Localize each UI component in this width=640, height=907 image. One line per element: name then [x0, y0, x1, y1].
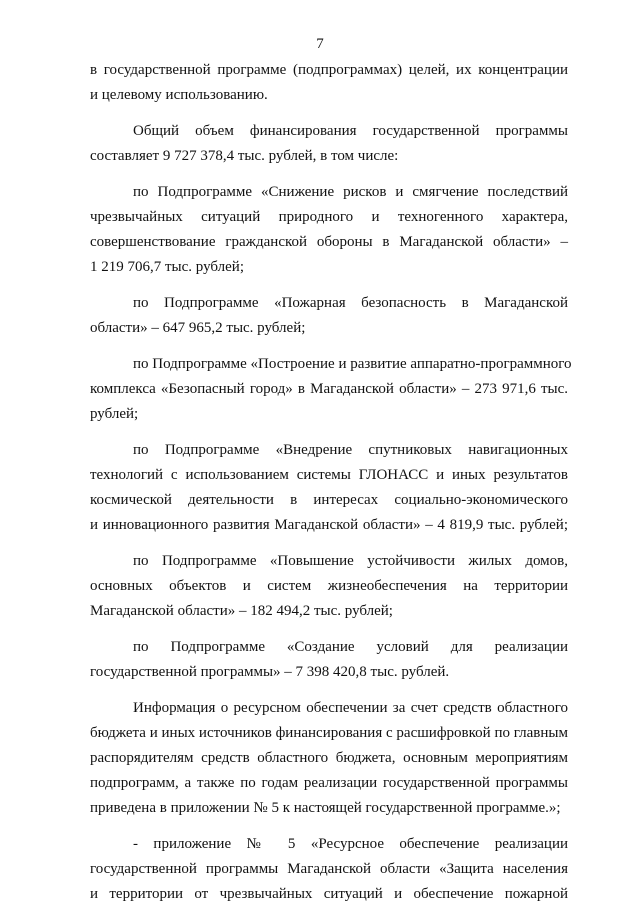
text-line: основных объектов и систем жизнеобеспечения на территории — [90, 578, 568, 594]
text-line: распорядителям средств областного бюджета, основным мероприятиям — [90, 750, 568, 766]
text-line: по Подпрограмме «Построение и развитие аппаратно-программного — [133, 356, 572, 372]
body-text — [90, 58, 572, 907]
text-line: в государственной программе (подпрограммах) целей, их концентрации — [90, 62, 568, 78]
paragraph — [90, 549, 568, 624]
text-line: совершенствование гражданской обороны в Магаданской области» – — [90, 234, 568, 250]
text-line: - приложение № 5 «Ресурсное обеспечение реализации — [133, 836, 568, 852]
paragraph — [90, 438, 568, 538]
text-line: и территории от чрезвычайных ситуаций и обеспечение пожарной — [90, 886, 568, 902]
text-line: чрезвычайных ситуаций природного и техногенного характера, — [90, 209, 568, 225]
paragraph — [90, 291, 568, 341]
text-line: и целевому использованию. — [90, 87, 268, 103]
text-line: по Подпрограмме «Повышение устойчивости жилых домов, — [133, 553, 568, 569]
text-line: 1 219 706,7 тыс. рублей; — [90, 259, 244, 275]
paragraph — [90, 352, 572, 427]
text-line: космической деятельности в интересах социально-экономического — [90, 492, 568, 508]
text-line: по Подпрограмме «Внедрение спутниковых навигационных — [133, 442, 568, 458]
text-line: комплекса «Безопасный город» в Магаданской области» – 273 971,6 тыс. — [90, 381, 568, 397]
text-line: по Подпрограмме «Снижение рисков и смягчение последствий — [133, 184, 568, 200]
paragraph — [90, 635, 568, 685]
paragraph — [90, 180, 568, 280]
text-line: области» – 647 965,2 тыс. рублей; — [90, 320, 306, 336]
text-line: технологий с использованием системы ГЛОНАСС и иных результатов — [90, 467, 568, 483]
text-line: Магаданской области» – 182 494,2 тыс. рублей; — [90, 603, 393, 619]
text-line: приведена в приложении № 5 к настоящей государственной программе.»; — [90, 800, 561, 816]
paragraph — [90, 832, 568, 907]
text-line: по Подпрограмме «Создание условий для реализации — [133, 639, 568, 655]
text-line: Информация о ресурсном обеспечении за счет средств областного — [133, 700, 568, 716]
text-line: подпрограмм, а также по годам реализации государственной программы — [90, 775, 568, 791]
text-line: по Подпрограмме «Пожарная безопасность в Магаданской — [133, 295, 568, 311]
text-line: государственной программы Магаданской области «Защита населения — [90, 861, 568, 877]
paragraph — [90, 119, 568, 169]
paragraph — [90, 58, 568, 108]
paragraph — [90, 696, 568, 821]
text-line: и инновационного развития Магаданской области» – 4 819,9 тыс. рублей; — [90, 517, 568, 533]
text-line: составляет 9 727 378,4 тыс. рублей, в том числе: — [90, 148, 399, 164]
page-number: 7 — [316, 36, 324, 52]
text-line: рублей; — [90, 406, 139, 422]
text-line: Общий объем финансирования государственной программы — [133, 123, 568, 139]
text-line: бюджета и иных источников финансирования с расшифровкой по главным — [90, 725, 568, 741]
text-line: государственной программы» – 7 398 420,8 тыс. рублей. — [90, 664, 450, 680]
